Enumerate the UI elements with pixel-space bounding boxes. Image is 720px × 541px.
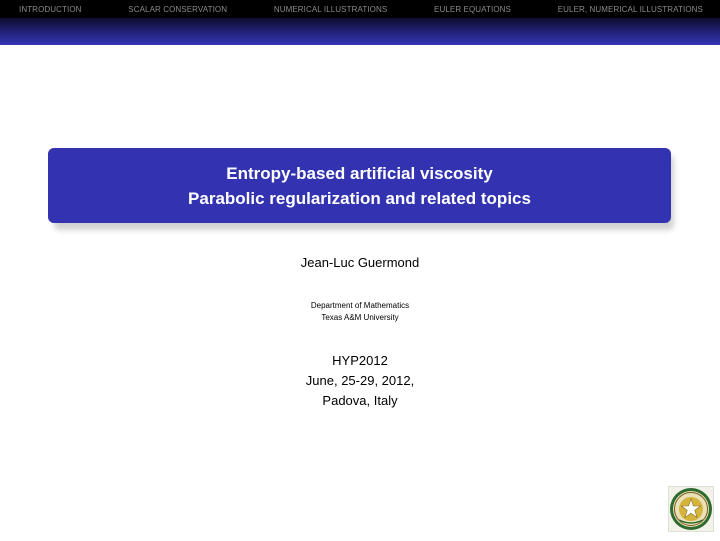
university-seal-icon — [668, 486, 714, 532]
nav-scalar-conservation[interactable]: SCALAR CONSERVATION — [128, 4, 228, 14]
title-line-1: Entropy-based artificial viscosity — [226, 163, 493, 183]
title-box — [48, 148, 671, 223]
event-dates: June, 25-29, 2012, — [305, 373, 415, 388]
title-line-2: Parabolic regularization and related topics — [188, 188, 531, 208]
nav-numerical-illustrations[interactable]: NUMERICAL ILLUSTRATIONS — [273, 4, 388, 14]
nav-introduction[interactable]: INTRODUCTION — [19, 4, 82, 14]
header-gradient-band — [0, 18, 720, 45]
university-name: Texas A&M University — [321, 313, 399, 322]
institution-block — [0, 300, 720, 324]
event-block — [0, 351, 720, 411]
author-name: Jean-Luc Guermond — [300, 255, 420, 270]
nav-euler-numerical-illustrations[interactable]: EULER, NUMERICAL ILLUSTRATIONS — [557, 4, 703, 14]
nav-euler-equations[interactable]: EULER EQUATIONS — [434, 4, 511, 14]
event-name: HYP2012 — [332, 353, 388, 368]
section-nav-bar — [0, 0, 720, 18]
event-location: Padova, Italy — [322, 393, 398, 408]
department-name: Department of Mathematics — [310, 301, 410, 310]
